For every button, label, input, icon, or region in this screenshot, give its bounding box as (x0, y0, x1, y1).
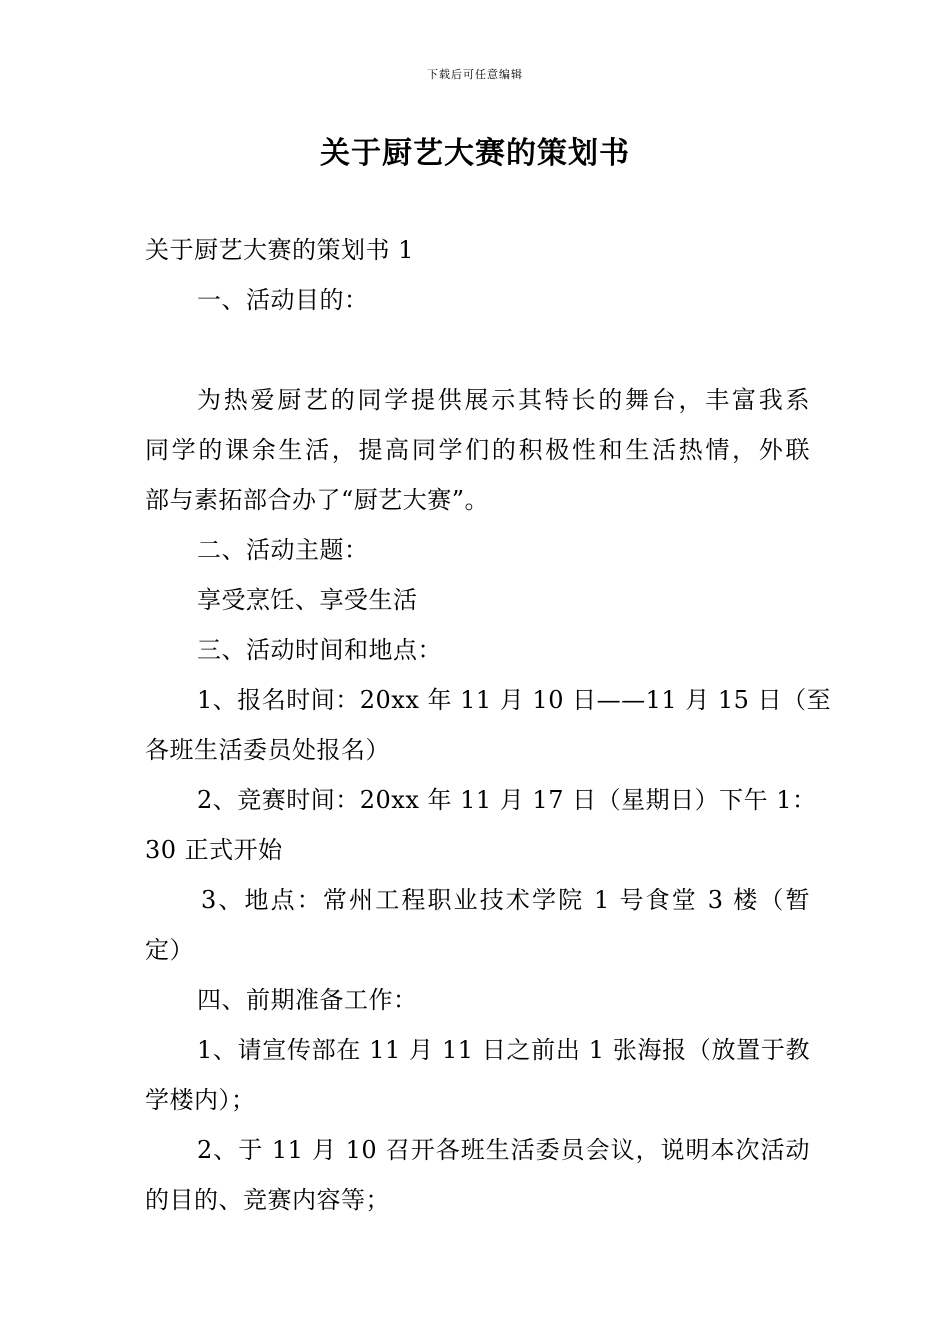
document-title: 关于厨艺大赛的策划书 (320, 136, 630, 171)
registration-time-line-1: 1、报名时间：20xx 年 11 月 10 日——11 月 15 日（至 (197, 686, 832, 714)
section-heading-preparation: 四、前期准备工作： (197, 986, 418, 1014)
registration-time-line-2: 各班生活委员处报名） (145, 736, 390, 764)
document-body-continued (145, 375, 832, 1225)
preparation-item-1-line-1: 1、请宣传部在 11 月 11 日之前出 1 张海报（放置于教 (197, 1036, 810, 1064)
preparation-item-1-line-2: 学楼内）； (145, 1086, 256, 1114)
purpose-paragraph-line-2: 同学的课余生活，提高同学们的积极性和生活热情，外联 (145, 436, 810, 464)
competition-time-line-2: 30 正式开始 (145, 836, 283, 864)
theme-text: 享受烹饪、享受生活 (197, 586, 418, 614)
competition-time-line-1: 2、竞赛时间：20xx 年 11 月 17 日（星期日）下午 1： (197, 786, 817, 814)
purpose-paragraph-line-3: 部与素拓部合办了“厨艺大赛”。 (145, 486, 490, 514)
subtitle: 关于厨艺大赛的策划书 1 (145, 236, 414, 264)
location-line-1: 3、地点：常州工程职业技术学院 1 号食堂 3 楼（暂 (201, 886, 810, 914)
section-heading-time-place: 三、活动时间和地点： (197, 636, 442, 664)
purpose-paragraph-line-1: 为热爱厨艺的同学提供展示其特长的舞台，丰富我系 (197, 386, 810, 414)
preparation-item-2-line-1: 2、于 11 月 10 召开各班生活委员会议，说明本次活动 (197, 1136, 810, 1164)
location-line-2: 定） (145, 936, 194, 964)
section-heading-purpose: 一、活动目的： (197, 286, 369, 314)
header-note: 下载后可任意编辑 (427, 68, 523, 81)
document-body (145, 225, 810, 325)
section-heading-theme: 二、活动主题： (197, 536, 369, 564)
preparation-item-2-line-2: 的目的、竞赛内容等； (145, 1186, 390, 1214)
